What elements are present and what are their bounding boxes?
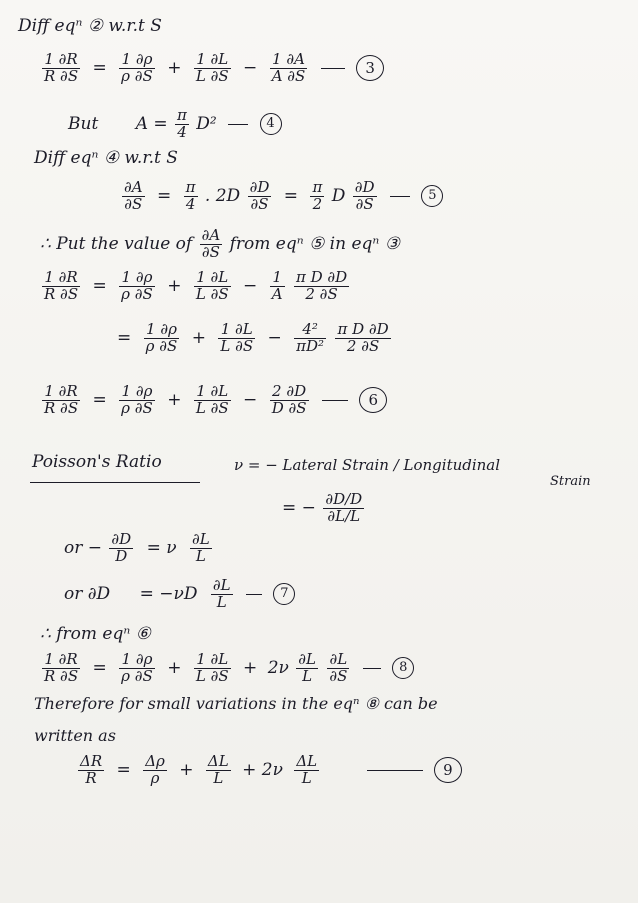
eq7-t3: $\frac{1}{A}$ — [271, 268, 283, 303]
poisson-eq2-pre: = − — [282, 497, 316, 518]
put-value-text: ∴ Put the value of — [40, 233, 193, 254]
or1-mid: = ν — [146, 537, 177, 558]
eq10-lhs: $\frac{1 \partial R}{R \partial S}$ — [44, 650, 79, 685]
eq8-t2: $\frac{1 \partial L}{L \partial S}$ — [220, 320, 254, 355]
eq3-lhs: $\frac{1 \partial R}{R \partial S}$ — [44, 50, 79, 85]
eq5-d: D — [331, 185, 346, 206]
poisson-equation-2 — [282, 492, 366, 525]
eq10-t1: $\frac{1 \partial\rho}{\rho \partial S}$ — [121, 650, 153, 685]
eq3-term3: $\frac{1 \partial A}{A \partial S}$ — [271, 50, 306, 85]
eq10-t4: $\frac{\partial L}{\partial S}$ — [329, 650, 348, 685]
eq4-tag: 4 — [260, 113, 282, 135]
eq3-tag: 3 — [356, 55, 384, 81]
equation-8: $\frac{1 \partial R}{R \partial S}$ = $\frac{1 \partial\rho}{\rho \partial S}$ + $\frac{1 \partial L}{L \partial S}$ + 2ν $\frac{\partial L}{L}$ $\frac{\partial L}{\partial S}$ 8 — [40, 652, 414, 685]
poisson-title — [32, 452, 162, 472]
eq10-t3: $\frac{\partial L}{L}$ — [298, 650, 316, 685]
poisson-title-text: Poisson's Ratio — [32, 452, 162, 472]
or-equation-1 — [64, 532, 214, 565]
substitution-line — [40, 228, 400, 261]
eq9-t2: $\frac{1 \partial L}{L \partial S}$ — [195, 382, 229, 417]
eq7-t2: $\frac{1 \partial L}{L \partial S}$ — [195, 268, 229, 303]
eq5-pi2: $\frac{\pi}{2}$ — [312, 178, 323, 213]
from-eq-text: from eqⁿ ⑤ in eqⁿ ③ — [229, 233, 400, 254]
eq7-t1: $\frac{1 \partial\rho}{\rho \partial S}$ — [121, 268, 153, 303]
eq11-t2: $\frac{\Delta L}{L}$ — [207, 752, 229, 787]
poisson-def-text: ν = − Lateral Strain / Longitudinal — [234, 456, 501, 474]
eq9-tag: 9 — [434, 757, 462, 783]
or2-rhs: $\frac{\partial L}{L}$ — [212, 576, 231, 611]
conclusion-text-1: Therefore for small variations in the eqⁿ ⑧ can be — [34, 694, 438, 713]
eq3-term1: $\frac{1 \partial\rho}{\rho \partial S}$ — [121, 50, 153, 85]
eq9-t1: $\frac{1 \partial\rho}{\rho \partial S}$ — [121, 382, 153, 417]
or2-pre: or ∂D — [64, 583, 111, 604]
area-lhs: A = — [135, 113, 168, 134]
eq5-2d: . 2D — [204, 185, 241, 206]
diff-eq4-text: Diff eqⁿ ④ w.r.t S — [34, 148, 178, 168]
poisson-eq2-frac: $\frac{\partial D/D}{\partial L/L}$ — [325, 490, 363, 525]
poisson-definition — [234, 456, 500, 474]
equation-5: $\frac{\partial A}{\partial S}$ = $\frac{\pi}{4}$ . 2D $\frac{\partial D}{\partial S}$ = $\frac{\pi}{2}$ D $\frac{\partial D}{\partial S}$ 5 — [120, 180, 443, 213]
eq11-t3: $\frac{\Delta L}{L}$ — [296, 752, 318, 787]
eq5-pi4: $\frac{\pi}{4}$ — [185, 178, 196, 213]
eq6-tag: 6 — [359, 387, 387, 413]
poisson-underline — [30, 482, 200, 483]
or1-rhs: $\frac{\partial L}{L}$ — [192, 530, 210, 565]
eq5-dd: $\frac{\partial D}{\partial S}$ — [249, 178, 270, 213]
conclusion-text-2: written as — [34, 726, 116, 745]
or1-lhs: $\frac{\partial D}{D}$ — [111, 530, 132, 565]
eq10-2v: 2ν — [267, 657, 289, 678]
from-eq6-line — [40, 624, 151, 644]
eq9-lhs: $\frac{1 \partial R}{R \partial S}$ — [44, 382, 79, 417]
eq11-t1: $\frac{\Delta\rho}{\rho}$ — [145, 752, 165, 787]
eq8-t3: $\frac{\text{4²}}{\text{πD²}}$ — [296, 320, 325, 355]
eq5-dd2: $\frac{\partial D}{\partial S}$ — [354, 178, 375, 213]
diff-eq2-line — [18, 16, 162, 36]
eq7-lhs: $\frac{1 \partial R}{R \partial S}$ — [44, 268, 79, 303]
d-squared: D² — [196, 113, 217, 134]
equation-substituted: $\frac{1 \partial R}{R \partial S}$ = $\frac{1 \partial\rho}{\rho \partial S}$ + $\frac{1 \partial L}{L \partial S}$ − $\frac{1}{A}$ $\frac{\text{π D ∂D}}{2 \partial S}$ — [44, 268, 348, 303]
eq3-term2: $\frac{1 \partial L}{L \partial S}$ — [195, 50, 229, 85]
poisson-def2-text: Strain — [550, 474, 591, 489]
from-eq6-text: ∴ from eqⁿ ⑥ — [40, 624, 151, 644]
eq8-t1: $\frac{1 \partial\rho}{\rho \partial S}$ — [145, 320, 178, 355]
eq10-t2: $\frac{1 \partial L}{L \partial S}$ — [195, 650, 229, 685]
eq9-t3: $\frac{2 \partial D}{D \partial S}$ — [271, 382, 307, 417]
equation-3: $\frac{1 \partial R}{R \partial S}$ = $\frac{1 \partial\rho}{\rho \partial S}$ + $\frac{1 \partial L}{L \partial S}$ − $\frac{1 \partial A}{A \partial S}$ 3 — [40, 52, 384, 85]
equation-simplified: = $\frac{1 \partial\rho}{\rho \partial S}$ + $\frac{1 \partial L}{L \partial S}$ − $\frac{\text{4²}}{\text{πD²}}$ $\frac{\text{π D ∂D}}{2 \partial S}$ — [117, 320, 389, 355]
poisson-definition-strain — [550, 474, 591, 489]
diff-eq4-line — [34, 148, 178, 168]
pi-over-4: $\frac{\pi}{4}$ — [177, 106, 187, 141]
or1-pre: or − — [64, 537, 103, 558]
eq8-t4: $\frac{\text{π D ∂D}}{2 \partial S}$ — [337, 320, 389, 355]
or-equation-2 — [64, 578, 295, 611]
da-ds-frac: $\frac{\partial A}{\partial S}$ — [201, 226, 221, 261]
eq8-tag: 8 — [392, 657, 414, 679]
eq5-lhs: $\frac{\partial A}{\partial S}$ — [124, 178, 143, 213]
or2-mid: = −νD — [139, 583, 198, 604]
but-label: But — [68, 113, 99, 134]
eq7-tag: 7 — [273, 583, 295, 605]
area-equation — [68, 108, 282, 141]
eq5-tag: 5 — [421, 185, 443, 207]
conclusion-line-2 — [34, 726, 116, 745]
equation-9: $\frac{\Delta R}{R}$ = $\frac{\Delta\rho}{\rho}$ + $\frac{\Delta L}{L}$ + 2ν $\frac{\Delta L}{L}$ 9 — [76, 754, 462, 787]
equation-6: $\frac{1 \partial R}{R \partial S}$ = $\frac{1 \partial\rho}{\rho \partial S}$ + $\frac{1 \partial L}{L \partial S}$ − $\frac{2 \partial D}{D \partial S}$ 6 — [40, 384, 387, 417]
eq11-2v: + 2ν — [242, 759, 283, 780]
eq11-lhs: $\frac{\Delta R}{R}$ — [80, 752, 103, 787]
diff-eq2-text: Diff eqⁿ ② w.r.t S — [18, 16, 162, 36]
eq7-t4: $\frac{\text{π D ∂D}}{2 \partial S}$ — [295, 268, 348, 303]
conclusion-line-1 — [34, 694, 438, 713]
